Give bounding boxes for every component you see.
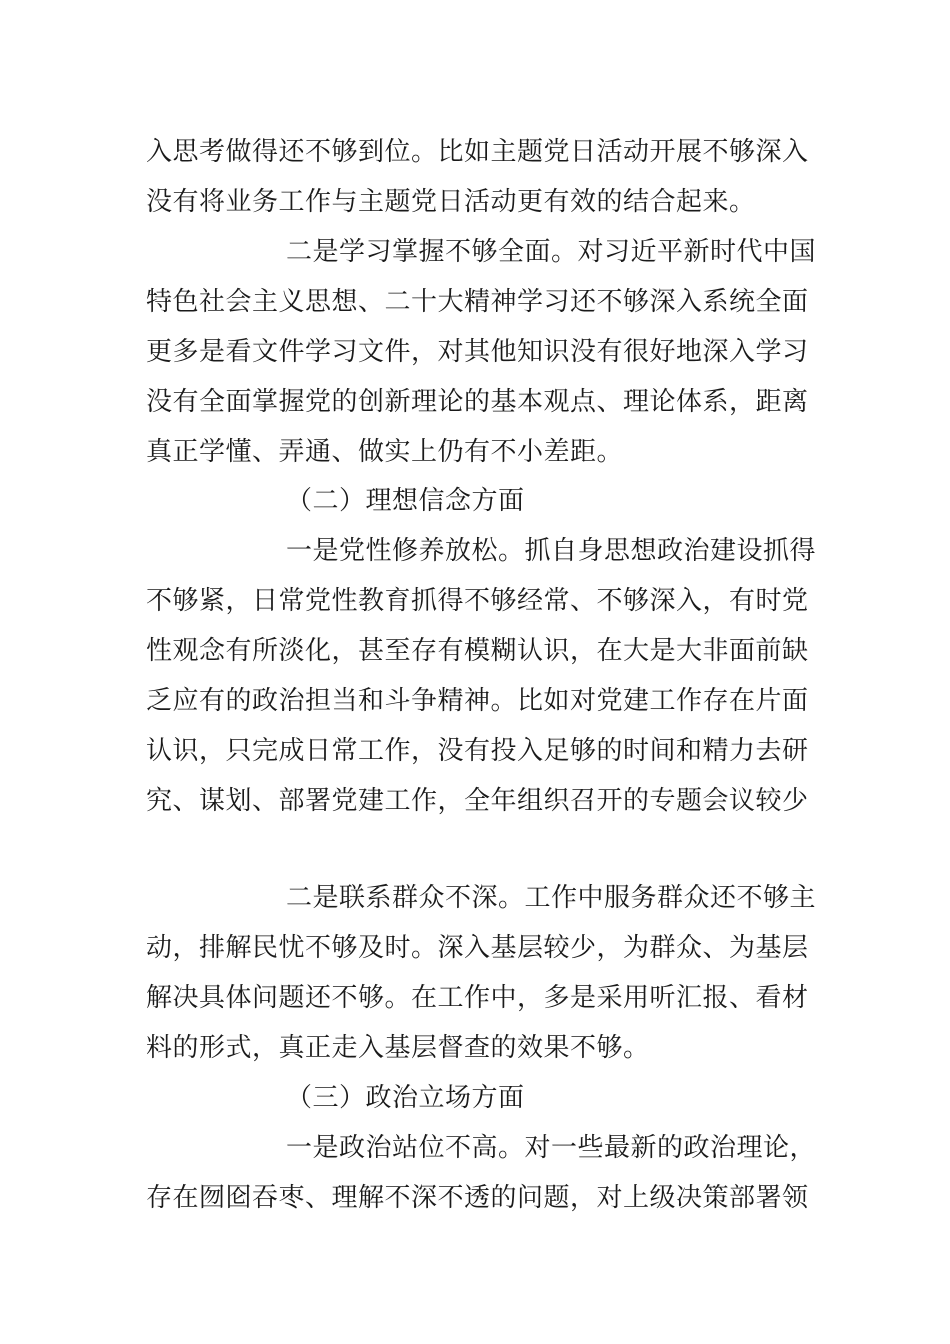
text-line-10: 不够紧，日常党性教育抓得不够经常、不够深入，有时党 xyxy=(146,586,809,616)
paragraph-start-line: 一是党性修养放松。抓自身思想政治建设抓得 xyxy=(286,536,817,566)
text-line-6: 没有全面掌握党的创新理论的基本观点、理论体系，距离 xyxy=(146,387,809,417)
text-line-12: 乏应有的政治担当和斗争精神。比如对党建工作存在片面 xyxy=(146,686,809,716)
text-line-17: 解决具体问题还不够。在工作中，多是采用听汇报、看材 xyxy=(146,983,809,1013)
section-heading-3: （三）政治立场方面 xyxy=(286,1083,525,1113)
text-line-18: 料的形式，真正走入基层督查的效果不够。 xyxy=(146,1033,650,1063)
text-line-5: 更多是看文件学习文件，对其他知识没有很好地深入学习 xyxy=(146,337,809,367)
paragraph-start-line: 二是学习掌握不够全面。对习近平新时代中国 xyxy=(286,237,817,267)
paragraph-start-line: 二是联系群众不深。工作中服务群众还不够主 xyxy=(286,883,817,913)
section-heading-2: （二）理想信念方面 xyxy=(286,486,525,516)
text-line-7: 真正学懂、弄通、做实上仍有不小差距。 xyxy=(146,437,624,467)
text-line-14: 究、谋划、部署党建工作，全年组织召开的专题会议较少 xyxy=(146,786,809,816)
text-line-4: 特色社会主义思想、二十大精神学习还不够深入系统全面 xyxy=(146,287,809,317)
text-line-2: 没有将业务工作与主题党日活动更有效的结合起来。 xyxy=(146,187,756,217)
text-line-21: 存在囫囵吞枣、理解不深不透的问题，对上级决策部署领 xyxy=(146,1183,809,1213)
text-line-13: 认识，只完成日常工作，没有投入足够的时间和精力去研 xyxy=(146,736,809,766)
text-line-16: 动，排解民忧不够及时。深入基层较少，为群众、为基层 xyxy=(146,933,809,963)
text-line-11: 性观念有所淡化，甚至存有模糊认识，在大是大非面前缺 xyxy=(146,636,809,666)
paragraph-start-line: 一是政治站位不高。对一些最新的政治理论， xyxy=(286,1133,817,1163)
text-line-1: 入思考做得还不够到位。比如主题党日活动开展不够深入 xyxy=(146,137,809,167)
